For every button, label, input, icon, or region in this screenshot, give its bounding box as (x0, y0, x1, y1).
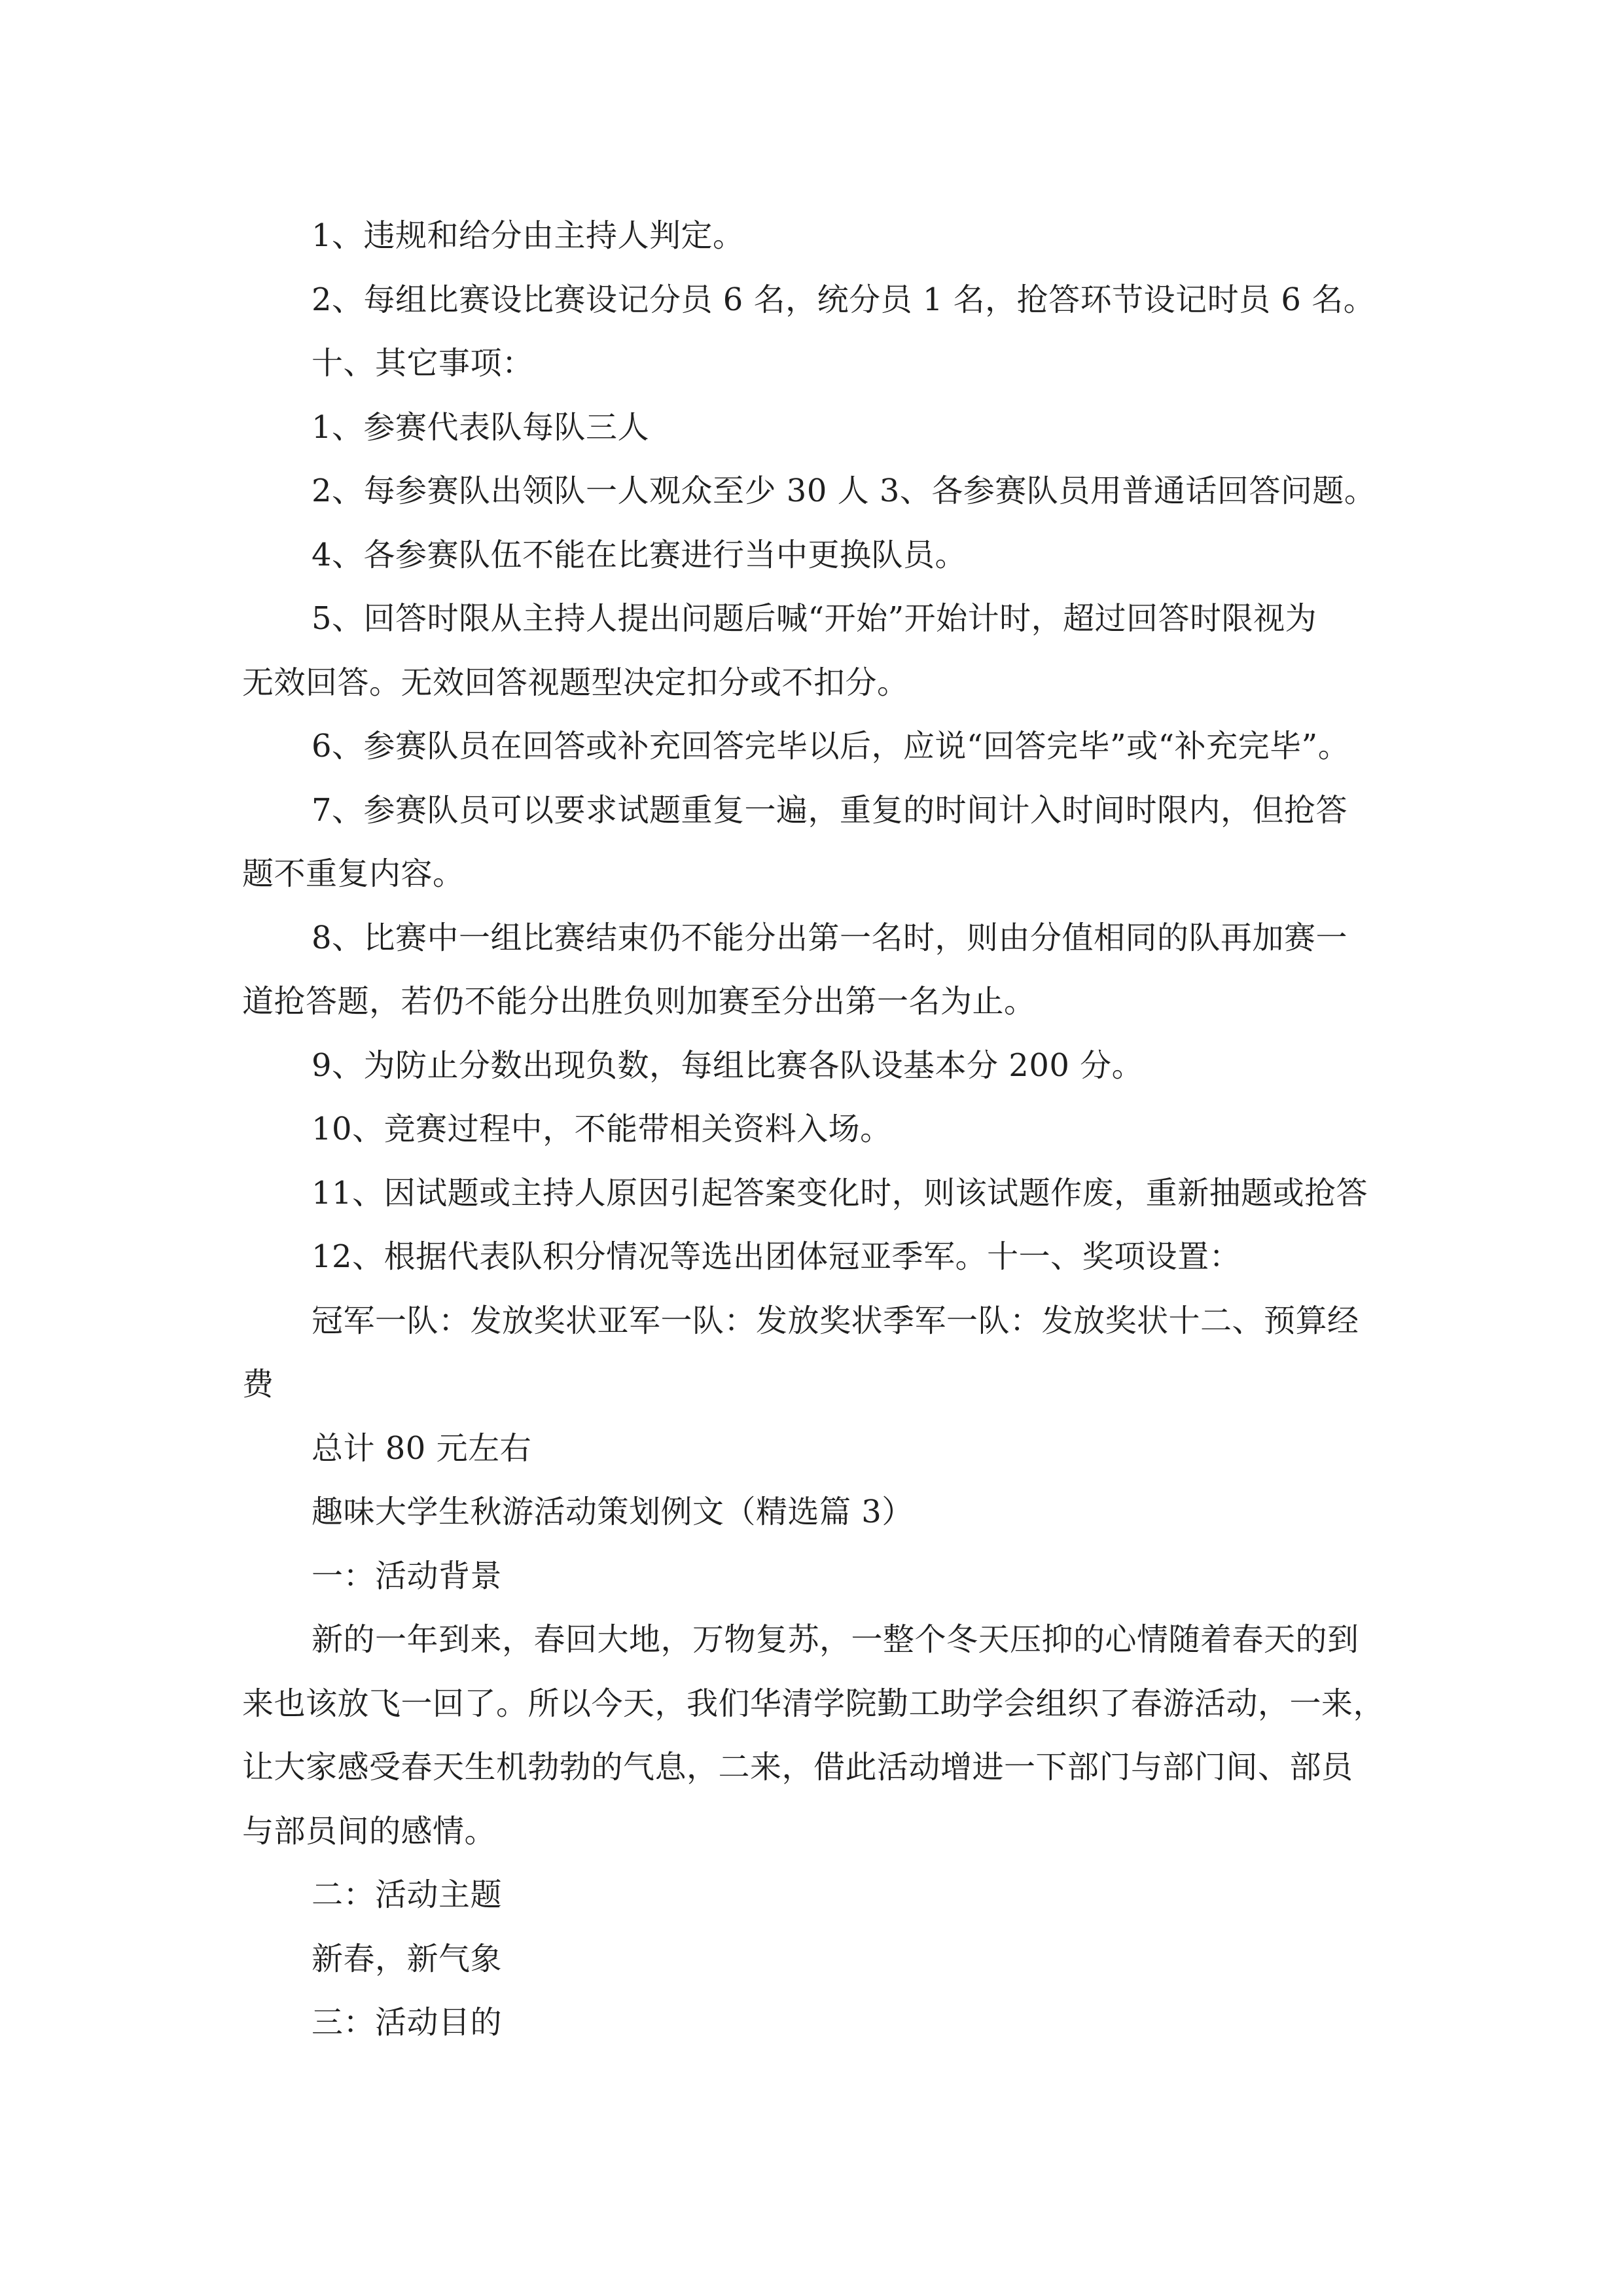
text-line: 道抢答题，若仍不能分出胜负则加赛至分出第一名为止。 (242, 983, 1036, 1020)
text-line: 8、比赛中一组比赛结束仍不能分出第一名时，则由分值相同的队再加赛一 (312, 919, 1348, 956)
text-line: 6、参赛队员在回答或补充回答完毕以后，应说“回答完毕”或“补充完毕”。 (312, 728, 1350, 764)
text-line: 与部员间的感情。 (242, 1812, 497, 1850)
text-line: 无效回答。无效回答视题型决定扣分或不扣分。 (242, 664, 909, 701)
text-line: 让大家感受春天生机勃勃的气息，二来，借此活动增进一下部门与部门间、部员 (242, 1749, 1353, 1785)
text-line: 新春，新气象 (312, 1940, 503, 1977)
text-line: 总计 80 元左右 (312, 1429, 532, 1467)
text-line: 十、其它事项： (312, 345, 534, 382)
text-line: 新的一年到来，春回大地，万物复苏，一整个冬天压抑的心情随着春天的到 (312, 1621, 1359, 1658)
text-line: 2、每组比赛设比赛设记分员 6 名，统分员 1 名，抢答环节设记时员 6 名。 (312, 281, 1376, 318)
text-line: 1、违规和给分由主持人判定。 (312, 217, 745, 254)
text-line: 2、每参赛队出领队一人观众至少 30 人 3、各参赛队员用普通话回答问题。 (312, 473, 1376, 509)
text-line: 二：活动主题 (312, 1876, 503, 1913)
text-line: 7、参赛队员可以要求试题重复一遍，重复的时间计入时间时限内，但抢答 (312, 791, 1348, 829)
text-line: 冠军一队：发放奖状亚军一队：发放奖状季军一队：发放奖状十二、预算经 (312, 1302, 1359, 1339)
text-line: 9、为防止分数出现负数，每组比赛各队设基本分 200 分。 (312, 1047, 1144, 1084)
text-line: 12、根据代表队积分情况等选出团体冠亚季军。十一、奖项设置： (312, 1238, 1241, 1275)
text-line: 来也该放飞一回了。所以今天，我们华清学院勤工助学会组织了春游活动，一来， (242, 1685, 1385, 1722)
text-line: 一：活动背景 (312, 1557, 503, 1594)
document-body (242, 204, 1385, 2055)
text-line: 1、参赛代表队每队三人 (312, 408, 650, 446)
text-line: 趣味大学生秋游活动策划例文（精选篇 3） (312, 1494, 914, 1530)
text-line: 费 (242, 1366, 274, 1403)
text-line: 4、各参赛队伍不能在比赛进行当中更换队员。 (312, 536, 967, 573)
text-line: 题不重复内容。 (242, 855, 465, 892)
text-line: 11、因试题或主持人原因引起答案变化时，则该试题作废，重新抽题或抢答 (312, 1174, 1368, 1211)
text-line: 10、竞赛过程中，不能带相关资料入场。 (312, 1111, 892, 1147)
text-line: 三：活动目的 (312, 2004, 503, 2041)
text-line: 5、回答时限从主持人提出问题后喊“开始”开始计时，超过回答时限视为 (312, 600, 1317, 637)
